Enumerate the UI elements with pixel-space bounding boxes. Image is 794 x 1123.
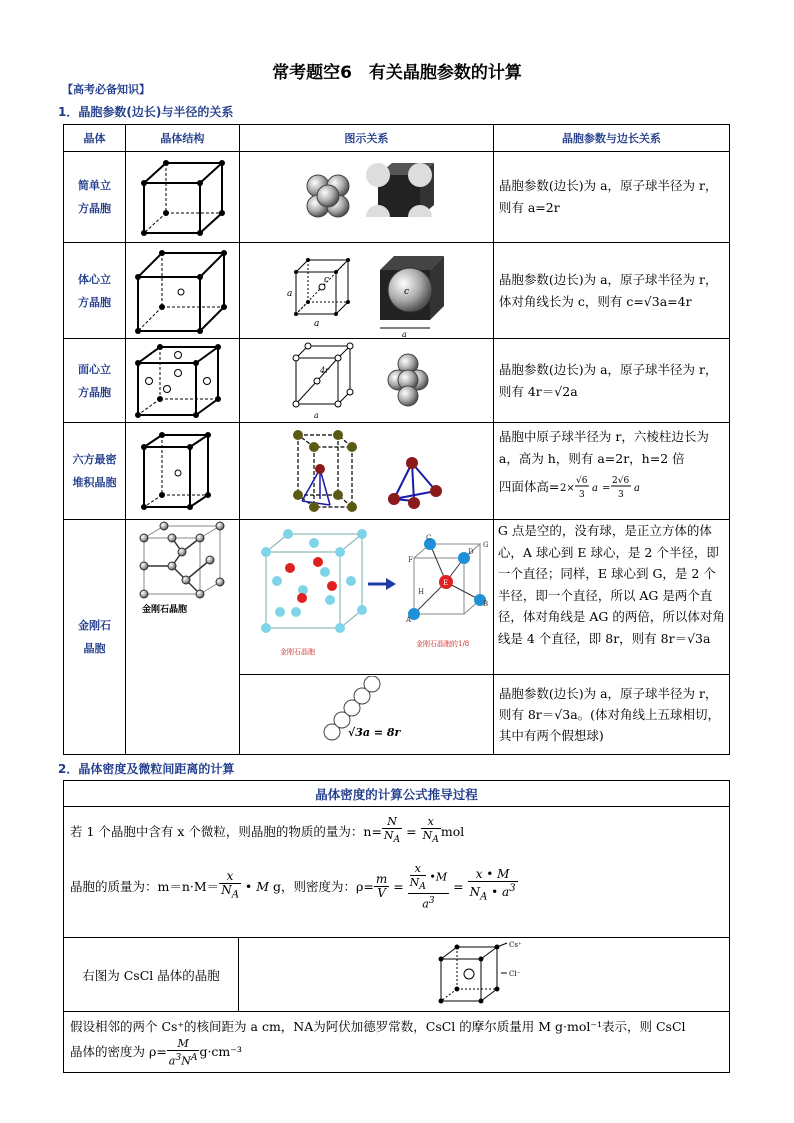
tetra-height-formula: [559, 472, 647, 502]
svg-text:H: H: [417, 588, 424, 596]
svg-text:3: 3: [618, 490, 625, 500]
density-table: 晶体密度的计算公式推导过程 若 1 个晶胞中含有 x 个微粒，则晶胞的物质的量为：n= $\frac{N}{N_A}$ = $\frac{x}{N_A}$ mol 晶胞的质量为：m＝n·M＝ $\frac{x}{N_A}$ • M g，则密度为：ρ= $\frac{m}{V}$ = $\frac{x}{N_A}$ •M $a^3$ = $\frac{x • M}{N_A • a^3}$ 右图为 CsCl 晶体的晶胞 Cs⁺ Cl⁻ 假设相邻的两个 Cs⁺的核间距为 a cm，NA为阿伏加德罗常数，CsCl 的摩尔质量用 M g·mol⁻¹表示，则 CsCl 晶体的密度为 ρ= $\frac{M}{a^3N^A}$ g·cm⁻³: [63, 780, 730, 1073]
svg-text:c: c: [403, 286, 409, 297]
svg-text:E: E: [442, 579, 449, 587]
svg-text:B: B: [482, 600, 489, 608]
page-title: 常考题空6 有关晶胞参数的计算: [272, 63, 522, 83]
density-formula-text: g，则密度为：ρ=: [273, 879, 374, 894]
svg-text:a: a: [313, 410, 319, 420]
arrow-icon: [368, 578, 396, 590]
svg-text:c: c: [323, 274, 329, 285]
col-header-relation: 晶胞参数与边长关系: [493, 125, 729, 152]
moles-unit: mol: [440, 823, 465, 839]
tetrahedron-icon: [388, 457, 442, 509]
svg-text:2√6: 2√6: [612, 476, 630, 486]
structure-simple-cubic: [125, 152, 239, 243]
svg-text:C: C: [425, 534, 432, 542]
svg-text:a: a: [313, 318, 320, 329]
cscl-problem-text: 假设相邻的两个 Cs⁺的核间距为 a cm，NA为阿伏加德罗常数，CsCl 的摩尔质量用 M g·mol⁻¹表示，则 CsCl: [70, 1018, 686, 1034]
col-header-crystal: 晶体: [64, 125, 126, 152]
simple-cubic-diagram: [126, 153, 238, 241]
relation-diamond-chain: 晶胞参数(边长)为 a，原子球半径为 r，则有 8r＝√3a。(体对角线上五球相切，其中有两个假想球): [493, 675, 729, 755]
structure-hcp: [125, 423, 239, 520]
cut-cube-icon: [360, 155, 440, 237]
section-2-title: 2．晶体密度及微粒间距离的计算: [58, 762, 235, 776]
chain-label: √3a = 8r: [347, 725, 401, 739]
cs-ion-label: Cs⁺: [509, 940, 522, 949]
relation-simple-cubic: 晶胞参数(边长)为 a，原子球半径为 r，则有 a=2r: [493, 152, 729, 243]
structure-diamond: [125, 520, 239, 755]
svg-text:a: a: [286, 288, 293, 299]
svg-text:a: a: [401, 329, 407, 338]
sphere-packing-icon: [307, 175, 349, 217]
category-hcp: 六方最密堆积晶胞: [72, 453, 117, 489]
diamond-fig-label-a: 金刚石晶胞: [279, 648, 315, 656]
svg-text:3: 3: [579, 490, 586, 500]
svg-text:√6: √6: [576, 476, 588, 486]
svg-text:a: a: [634, 483, 641, 494]
category-simple-cubic: 简单立方晶胞: [77, 179, 111, 215]
diamond-fig-label-b: 金刚石晶胞的1/8: [415, 640, 470, 648]
svg-text:G: G: [482, 541, 489, 549]
diamond-structure-label: 金刚石晶胞: [141, 605, 187, 615]
structure-fcc: [125, 339, 239, 423]
section-1-title: 1．晶胞参数(边长)与半径的关系: [58, 105, 234, 119]
cscl-label: 右图为 CsCl 晶体的晶胞: [64, 938, 239, 1012]
figure-bcc: [239, 243, 493, 339]
crystal-parameter-table: [63, 124, 730, 755]
cscl-density-text: 晶体的密度为 ρ=: [70, 1044, 167, 1059]
svg-text:A: A: [405, 616, 411, 624]
fcc-spheres-icon: [388, 354, 428, 406]
category-diamond: 金刚石晶胞: [77, 619, 111, 655]
relation-hcp: 晶胞中原子球半径为 r，六棱柱边长为 a，高为 h，则有 a=2r，h=2 倍: [498, 429, 709, 466]
structure-bcc: [125, 243, 239, 339]
category-bcc: 体心立方晶胞: [77, 272, 111, 309]
col-header-structure: 晶体结构: [125, 125, 239, 152]
category-fcc: 面心立方晶胞: [77, 362, 111, 399]
relation-diamond: G 点是空的，没有球，是正立方体的体心，A 球心到 E 球心，是 2 个半径，即一个直径；同样，E 球心到 G，是 2 个半径，即一个直径，所以 AG 是两个直径，体对角线是 AG 的两倍，所以体对角线是 4 个直径，即 8r，则有 8r＝√3a: [493, 520, 729, 675]
mass-formula-text: 晶胞的质量为：m＝n·M＝: [70, 879, 220, 894]
svg-text:D: D: [467, 548, 474, 556]
svg-text:4r: 4r: [319, 365, 329, 375]
bcc-spheres-icon: [380, 256, 444, 338]
col-header-figure: 图示关系: [239, 125, 493, 152]
knowledge-tag: 【高考必备知识】: [62, 83, 150, 96]
svg-text:2×: 2×: [560, 483, 576, 494]
svg-text:=: =: [602, 483, 611, 494]
figure-diamond-chain: [239, 675, 493, 755]
cscl-density-unit: g·cm⁻³: [199, 1044, 242, 1059]
moles-formula-text: 若 1 个晶胞中含有 x 个微粒，则晶胞的物质的量为：n=: [70, 824, 382, 839]
svg-text:a: a: [592, 483, 599, 494]
figure-simple-cubic: [239, 152, 493, 243]
cscl-figure: [239, 938, 730, 1012]
figure-fcc: [239, 339, 493, 423]
relation-hcp-tetra-height: 四面体高=: [498, 479, 560, 494]
figure-hcp: [239, 423, 493, 520]
svg-text:F: F: [407, 556, 413, 564]
figure-diamond: [239, 520, 493, 675]
density-table-header: 晶体密度的计算公式推导过程: [64, 781, 730, 807]
relation-fcc: 晶胞参数(边长)为 a，原子球半径为 r，则有 4r＝√2a: [493, 339, 729, 423]
relation-bcc: 晶胞参数(边长)为 a，原子球半径为 r，体对角线长为 c，则有 c=√3a=4r: [493, 243, 729, 339]
cl-ion-label: Cl⁻: [509, 969, 521, 978]
